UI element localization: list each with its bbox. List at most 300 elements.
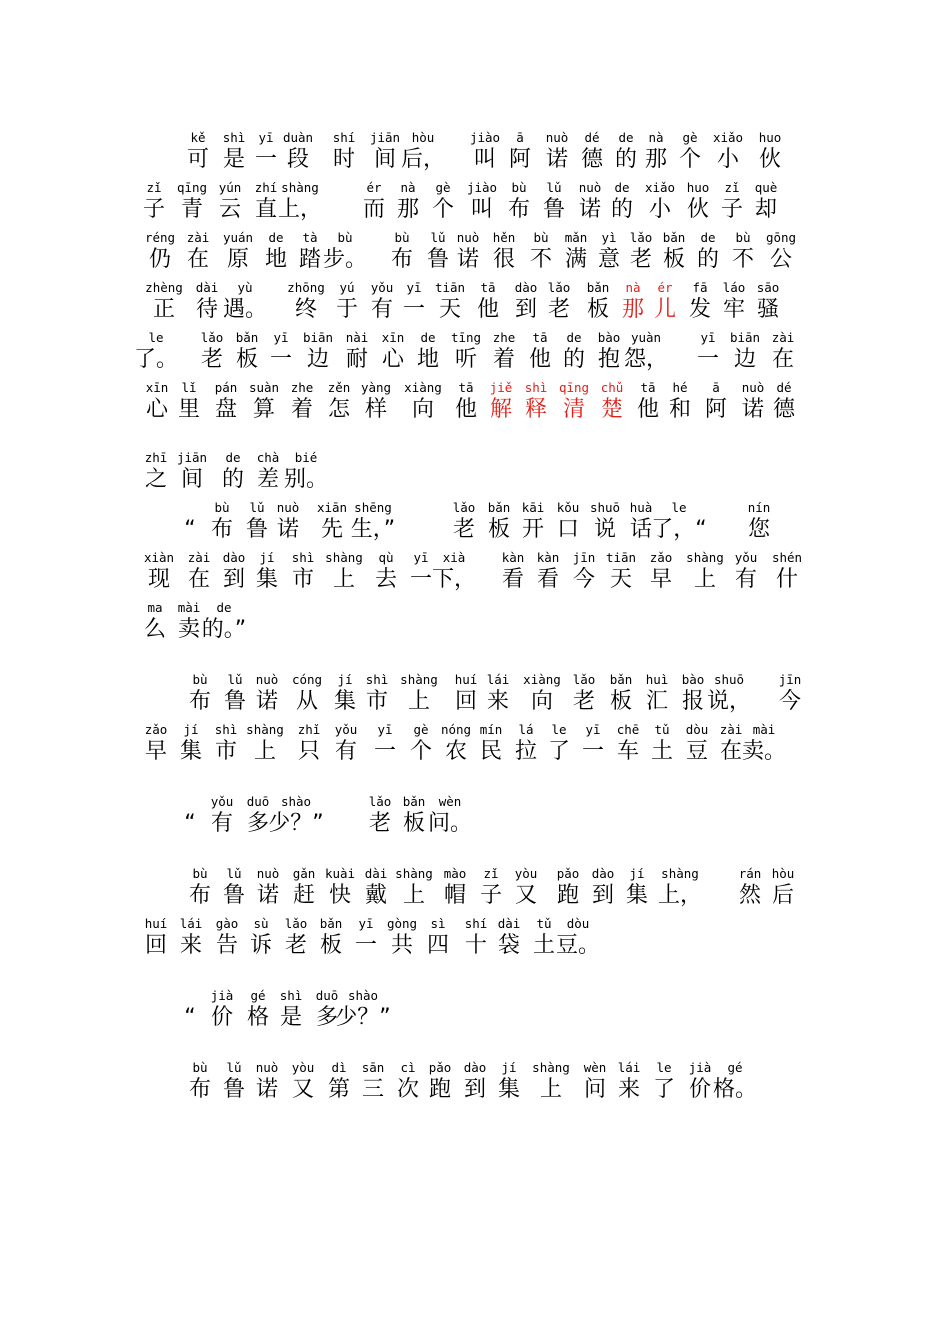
hanzi: 地 <box>416 347 440 372</box>
pinyin: nuò <box>741 380 765 395</box>
hanzi: 上 <box>332 567 356 592</box>
ruby-token <box>266 794 326 844</box>
pinyin: huí <box>144 916 168 931</box>
pinyin: lǎo <box>200 330 224 345</box>
pinyin: lǔ <box>249 500 265 515</box>
hanzi: 听 <box>454 347 478 372</box>
pinyin: bǎn <box>609 672 633 687</box>
hanzi: 在 <box>186 247 210 272</box>
hanzi: 的 <box>696 247 720 272</box>
hanzi: 跑 <box>428 1077 452 1102</box>
hanzi: 集 <box>625 883 649 908</box>
pinyin: qù <box>378 550 394 565</box>
pinyin: nuò <box>545 130 569 145</box>
hanzi: 话 <box>629 517 653 542</box>
pinyin: jiào <box>469 130 501 145</box>
hanzi: 楚 <box>600 397 624 422</box>
hanzi: 去 <box>374 567 398 592</box>
pinyin: duàn <box>282 130 314 145</box>
hanzi: 市 <box>214 739 238 764</box>
hanzi: 一 <box>696 347 720 372</box>
hanzi: 多 <box>246 811 270 836</box>
hanzi: 板 <box>487 517 511 542</box>
hanzi: 而 <box>362 197 386 222</box>
hanzi: 鲁 <box>223 689 247 714</box>
hanzi: 老 <box>572 689 596 714</box>
hanzi: 在 <box>719 739 743 764</box>
pinyin: huo <box>758 130 782 145</box>
pinyin: tīng <box>450 330 482 345</box>
hanzi: 板 <box>319 933 343 958</box>
hanzi: 上， <box>657 883 703 908</box>
pinyin: shén <box>771 550 803 565</box>
pinyin: shàng <box>325 550 363 565</box>
pinyin: xiàn <box>143 550 175 565</box>
hanzi: 只 <box>297 739 321 764</box>
pinyin: yǒu <box>734 550 758 565</box>
pinyin: xiān <box>316 500 348 515</box>
text-line <box>0 988 950 1038</box>
text-line <box>0 380 950 430</box>
pinyin: yún <box>218 180 242 195</box>
ruby-token <box>315 230 375 280</box>
hanzi: 今 <box>778 689 802 714</box>
hanzi: 小 <box>648 197 672 222</box>
hanzi: 的 <box>610 197 634 222</box>
pinyin: wèn <box>583 1060 607 1075</box>
pinyin: shàng <box>246 722 284 737</box>
hanzi: 老 <box>452 517 476 542</box>
pinyin: sì <box>430 916 446 931</box>
pinyin: yī <box>406 280 422 295</box>
pinyin: yòu <box>514 866 538 881</box>
hanzi: 阿 <box>704 397 728 422</box>
pinyin: gè <box>435 180 451 195</box>
pinyin: lá <box>518 722 534 737</box>
pinyin: zhōng <box>287 280 325 295</box>
hanzi: 跑 <box>556 883 580 908</box>
pinyin: nuò <box>256 866 280 881</box>
pinyin: jiào <box>466 180 498 195</box>
hanzi: 他 <box>454 397 478 422</box>
hanzi: 说， <box>706 689 752 714</box>
hanzi: “ <box>184 811 196 836</box>
hanzi: 口 <box>556 517 580 542</box>
pinyin: gǎn <box>292 866 316 881</box>
pinyin: chà <box>256 450 280 465</box>
hanzi: 后， <box>400 147 446 172</box>
hanzi: 满 <box>564 247 588 272</box>
hanzi: 一 <box>269 347 293 372</box>
hanzi: 个 <box>431 197 455 222</box>
pinyin: bù <box>192 866 208 881</box>
pinyin: ā <box>712 380 720 395</box>
pinyin: shì <box>279 988 303 1003</box>
hanzi: 边 <box>306 347 330 372</box>
ruby-token <box>736 180 796 230</box>
pinyin: gòng <box>386 916 418 931</box>
hanzi: 了 <box>547 739 571 764</box>
hanzi: 卖 <box>177 617 201 642</box>
pinyin: xiàng <box>404 380 442 395</box>
ruby-token <box>734 722 794 772</box>
hanzi: 布 <box>210 517 234 542</box>
hanzi: 诺 <box>545 147 569 172</box>
pinyin: shì <box>524 380 548 395</box>
pinyin: shào <box>280 794 312 809</box>
hanzi: 诺 <box>741 397 765 422</box>
pinyin: de <box>566 330 582 345</box>
hanzi: 老 <box>200 347 224 372</box>
hanzi: 布 <box>390 247 414 272</box>
hanzi: 土 <box>650 739 674 764</box>
ruby-token <box>343 500 403 550</box>
pinyin: jīn <box>572 550 596 565</box>
pinyin: shí <box>332 130 356 145</box>
pinyin: mǎn <box>564 230 588 245</box>
hanzi: 格。 <box>712 1077 758 1102</box>
hanzi: 袋 <box>497 933 521 958</box>
pinyin: zěn <box>327 380 351 395</box>
hanzi: 价 <box>210 1005 234 1030</box>
hanzi: 耐 <box>345 347 369 372</box>
pinyin: shí <box>464 916 488 931</box>
ruby-token <box>215 280 275 330</box>
hanzi: 鲁 <box>542 197 566 222</box>
pinyin: duō <box>246 794 270 809</box>
pinyin: mín <box>479 722 503 737</box>
pinyin: bié <box>294 450 318 465</box>
pinyin: xīn <box>145 380 169 395</box>
hanzi: 释 <box>524 397 548 422</box>
hanzi: 那 <box>644 147 668 172</box>
pinyin: nuò <box>578 180 602 195</box>
pinyin: lái <box>617 1060 641 1075</box>
pinyin: biān <box>302 330 334 345</box>
hanzi: 来 <box>617 1077 641 1102</box>
hanzi: 土 <box>532 933 556 958</box>
pinyin: yī <box>358 916 374 931</box>
hanzi: 然 <box>738 883 762 908</box>
pinyin: bǎn <box>235 330 259 345</box>
hanzi: 正 <box>152 297 176 322</box>
pinyin: lǎo <box>452 500 476 515</box>
pinyin: nuò <box>456 230 480 245</box>
hanzi: 下， <box>431 567 477 592</box>
pinyin: bù <box>192 672 208 687</box>
pinyin: nóng <box>440 722 472 737</box>
hanzi: 集 <box>179 739 203 764</box>
hanzi: 子 <box>720 197 744 222</box>
hanzi: 次 <box>396 1077 420 1102</box>
ruby-token <box>126 330 186 380</box>
hanzi: 了 <box>652 1077 676 1102</box>
hanzi: 么 <box>143 617 167 642</box>
text-line <box>0 672 950 722</box>
hanzi: 豆。 <box>555 933 601 958</box>
pinyin: nà <box>648 130 664 145</box>
hanzi: 集 <box>333 689 357 714</box>
pinyin: duō <box>315 988 339 1003</box>
pinyin: de <box>225 450 241 465</box>
pinyin: mài <box>177 600 201 615</box>
hanzi: 布 <box>507 197 531 222</box>
pinyin: bǎn <box>319 916 343 931</box>
ruby-token <box>420 794 480 844</box>
pinyin: sù <box>253 916 269 931</box>
hanzi: 解 <box>489 397 513 422</box>
pinyin: de <box>216 600 232 615</box>
pinyin: ā <box>516 130 524 145</box>
pinyin: shàng <box>686 550 724 565</box>
hanzi: 又 <box>291 1077 315 1102</box>
hanzi: 诉 <box>249 933 273 958</box>
hanzi: 有 <box>334 739 358 764</box>
pinyin: gào <box>215 916 239 931</box>
hanzi: 是 <box>279 1005 303 1030</box>
hanzi: 市 <box>291 567 315 592</box>
hanzi: 一 <box>373 739 397 764</box>
pinyin: kāi <box>521 500 545 515</box>
pinyin: shēng <box>354 500 392 515</box>
ruby-token <box>333 988 393 1038</box>
pinyin: qīng <box>558 380 590 395</box>
hanzi: 终 <box>294 297 318 322</box>
hanzi: 青 <box>180 197 204 222</box>
ruby-token <box>616 330 676 380</box>
hanzi: 少？” <box>335 1005 391 1030</box>
pinyin: yù <box>237 280 253 295</box>
pinyin: sāo <box>756 280 780 295</box>
hanzi: 段 <box>286 147 310 172</box>
pinyin: pǎo <box>428 1060 452 1075</box>
pinyin: tǔ <box>536 916 552 931</box>
hanzi: 却 <box>754 197 778 222</box>
hanzi: 十 <box>464 933 488 958</box>
pinyin: yī <box>413 550 429 565</box>
hanzi: 他 <box>476 297 500 322</box>
hanzi: 骚 <box>756 297 780 322</box>
pinyin: bǎn <box>402 794 426 809</box>
pinyin: suàn <box>248 380 280 395</box>
hanzi: 板 <box>609 689 633 714</box>
hanzi: 少？” <box>268 811 324 836</box>
hanzi: 叫 <box>470 197 494 222</box>
hanzi: 价 <box>688 1077 712 1102</box>
pinyin: nài <box>345 330 369 345</box>
pinyin: lǎo <box>629 230 653 245</box>
hanzi: 诺 <box>255 689 279 714</box>
pinyin: yī <box>700 330 716 345</box>
pinyin: jiě <box>489 380 513 395</box>
hanzi: 到 <box>463 1077 487 1102</box>
text-line <box>0 330 950 380</box>
pinyin: huì <box>645 672 669 687</box>
pinyin: cì <box>400 1060 416 1075</box>
hanzi: 的 <box>221 467 245 492</box>
pinyin: yī <box>585 722 601 737</box>
pinyin: láo <box>722 280 746 295</box>
hanzi: 鲁 <box>426 247 450 272</box>
pinyin: biān <box>729 330 761 345</box>
hanzi: 阿 <box>508 147 532 172</box>
hanzi: 了，“ <box>651 517 707 542</box>
hanzi: 别。 <box>283 467 329 492</box>
ruby-token <box>753 330 813 380</box>
hanzi: 原 <box>226 247 250 272</box>
hanzi: 意 <box>597 247 621 272</box>
hanzi: 不 <box>529 247 553 272</box>
pinyin: lái <box>179 916 203 931</box>
hanzi: 板 <box>662 247 686 272</box>
pinyin: dé <box>776 380 792 395</box>
hanzi: 在 <box>187 567 211 592</box>
hanzi: 一 <box>354 933 378 958</box>
pinyin: lǎo <box>547 280 571 295</box>
hanzi: 赶 <box>292 883 316 908</box>
pinyin: zhe <box>290 380 314 395</box>
pinyin: dé <box>584 130 600 145</box>
ruby-token <box>751 230 811 280</box>
hanzi: 时 <box>332 147 356 172</box>
hanzi: 板 <box>586 297 610 322</box>
hanzi: 的 <box>614 147 638 172</box>
hanzi: 叫 <box>473 147 497 172</box>
pinyin: shào <box>347 988 379 1003</box>
pinyin: hé <box>672 380 688 395</box>
pinyin: yú <box>339 280 355 295</box>
hanzi: 您 <box>747 517 771 542</box>
pinyin: xiàng <box>523 672 561 687</box>
hanzi: 有 <box>370 297 394 322</box>
pinyin: bù <box>511 180 527 195</box>
pinyin: shì <box>291 550 315 565</box>
pinyin: tā <box>640 380 656 395</box>
hanzi: 可 <box>186 147 210 172</box>
hanzi: 现 <box>147 567 171 592</box>
pinyin: de <box>614 180 630 195</box>
pinyin: tā <box>532 330 548 345</box>
pinyin: le <box>671 500 687 515</box>
hanzi: 踏 <box>298 247 322 272</box>
pinyin: kuài <box>324 866 356 881</box>
hanzi: 怨， <box>623 347 669 372</box>
pinyin: jià <box>210 988 234 1003</box>
pinyin: wèn <box>438 794 462 809</box>
pinyin: nuò <box>276 500 300 515</box>
pinyin: zài <box>186 230 210 245</box>
pinyin: chē <box>616 722 640 737</box>
pinyin: de <box>618 130 634 145</box>
pinyin: jiān <box>369 130 401 145</box>
text-line <box>0 180 950 230</box>
hanzi: 心 <box>145 397 169 422</box>
pinyin: bào <box>681 672 705 687</box>
hanzi: 发 <box>688 297 712 322</box>
hanzi: 伙 <box>686 197 710 222</box>
text-line <box>0 916 950 966</box>
hanzi: 民 <box>479 739 503 764</box>
pinyin: nà <box>625 280 641 295</box>
pinyin: le <box>551 722 567 737</box>
pinyin: dài <box>497 916 521 931</box>
hanzi: 遇。 <box>222 297 268 322</box>
hanzi: 上 <box>402 883 426 908</box>
pinyin: bǎn <box>586 280 610 295</box>
hanzi: 抱 <box>597 347 621 372</box>
ruby-token <box>760 672 820 722</box>
hanzi: 算 <box>252 397 276 422</box>
ruby-token <box>705 1060 765 1110</box>
pinyin: bǎn <box>662 230 686 245</box>
hanzi: 布 <box>188 1077 212 1102</box>
hanzi: 老 <box>284 933 308 958</box>
pinyin: tā <box>458 380 474 395</box>
pinyin: yī <box>377 722 393 737</box>
text-line <box>0 1060 950 1110</box>
pinyin: zǎo <box>144 722 168 737</box>
pinyin: de <box>268 230 284 245</box>
hanzi: 牢 <box>722 297 746 322</box>
hanzi: 差 <box>256 467 280 492</box>
pinyin: zhǐ <box>297 722 321 737</box>
pinyin: shì <box>214 722 238 737</box>
pinyin: jí <box>629 866 645 881</box>
pinyin: huo <box>686 180 710 195</box>
pinyin: dì <box>331 1060 347 1075</box>
hanzi: 集 <box>255 567 279 592</box>
hanzi: 三 <box>361 1077 385 1102</box>
pinyin: chǔ <box>600 380 624 395</box>
pinyin: ér <box>657 280 673 295</box>
pinyin: pǎo <box>556 866 580 881</box>
hanzi: 快 <box>328 883 352 908</box>
pinyin: lǎo <box>284 916 308 931</box>
hanzi: 有 <box>210 811 234 836</box>
ruby-token <box>270 180 330 230</box>
pinyin: zǐ <box>483 866 499 881</box>
hanzi: 板 <box>402 811 426 836</box>
hanzi: 从 <box>295 689 319 714</box>
pinyin: yī <box>273 330 289 345</box>
pinyin: shì <box>222 130 246 145</box>
pinyin: jīn <box>778 672 802 687</box>
ruby-token <box>194 600 254 650</box>
hanzi: 报 <box>681 689 705 714</box>
text-line <box>0 794 950 844</box>
pinyin: kǒu <box>556 500 580 515</box>
ruby-token <box>753 866 813 916</box>
pinyin: dào <box>591 866 615 881</box>
hanzi: 第 <box>327 1077 351 1102</box>
hanzi: 儿 <box>653 297 677 322</box>
hanzi: 老 <box>629 247 653 272</box>
ruby-token <box>548 916 608 966</box>
hanzi: 他 <box>636 397 660 422</box>
pinyin: jí <box>183 722 199 737</box>
pinyin: bù <box>214 500 230 515</box>
hanzi: 德 <box>580 147 604 172</box>
pinyin: xià <box>442 550 466 565</box>
pinyin: lǔ <box>430 230 446 245</box>
pinyin: shàng <box>395 866 433 881</box>
hanzi: 上 <box>407 689 431 714</box>
ruby-token <box>424 550 484 600</box>
hanzi: 后 <box>771 883 795 908</box>
hanzi: 回 <box>144 933 168 958</box>
pinyin: bù <box>192 1060 208 1075</box>
pinyin: jí <box>501 1060 517 1075</box>
